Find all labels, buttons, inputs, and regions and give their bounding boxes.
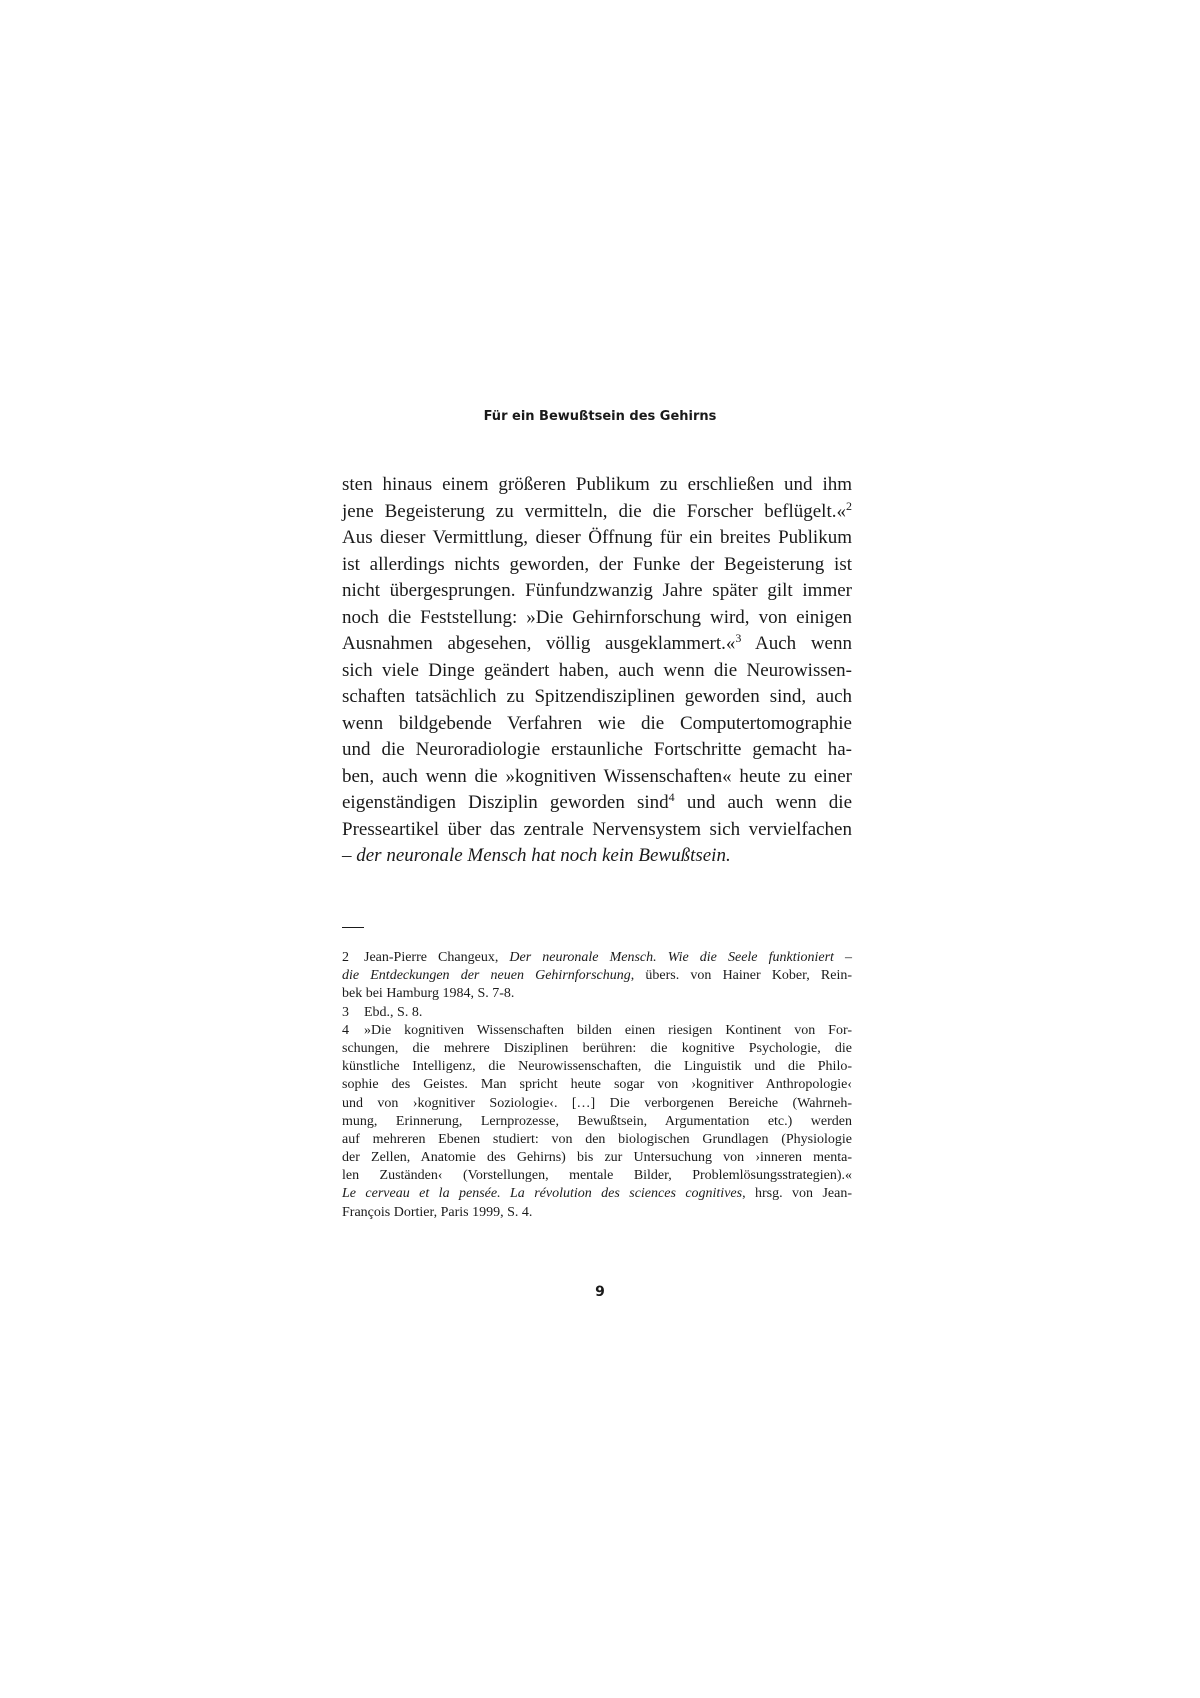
footnote-line: der Zellen, Anatomie des Gehirns) bis zur Untersuchung von ›inneren menta- <box>342 1150 852 1166</box>
running-head: Für ein Bewußtsein des Gehirns <box>483 409 717 424</box>
text-line: wenn bildgebende Verfahren wie die Computertomographie <box>342 712 852 734</box>
footnote-line: auf mehreren Ebenen studiert: von den biologischen Grundlagen (Physiologie <box>342 1131 852 1147</box>
text-segment: und auch wenn die <box>674 792 853 813</box>
text-line <box>342 631 852 658</box>
footnote-line: schungen, die mehrere Disziplinen berühren: die kognitive Psychologie, die <box>342 1040 852 1056</box>
text-line: ist allerdings nichts geworden, der Funke der Begeisterung ist <box>342 553 852 575</box>
footnote-line: bek bei Hamburg 1984, S. 7-8. <box>342 986 515 1002</box>
footnote-separator <box>342 927 364 928</box>
footnote-number: 4 <box>342 1022 349 1038</box>
footnote-ref-2[interactable]: 2 <box>846 498 852 513</box>
footnote-number: 3 <box>342 1004 349 1020</box>
footnote-line: len Zuständen‹ (Vorstellungen, mentale Bilder, Problemlösungsstrategien).« <box>342 1168 852 1184</box>
page-number: 9 <box>595 1284 605 1300</box>
footnote-ref-3[interactable]: 3 <box>735 631 742 645</box>
footnote-line <box>342 1185 852 1203</box>
text-line <box>342 843 852 870</box>
main-text <box>342 472 852 870</box>
footnotes <box>342 949 852 1222</box>
footnote-text: Jean-Pierre Changeux, <box>364 950 510 965</box>
text-segment: Auch wenn <box>741 633 852 654</box>
text-segment: – <box>342 845 357 866</box>
footnote-line <box>342 967 852 985</box>
footnote-line: François Dortier, Paris 1999, S. 4. <box>342 1204 533 1220</box>
footnote-text: , hrsg. von Jean- <box>742 1186 852 1202</box>
footnote-text: »Die kognitiven Wissenschaften bilden einen riesigen Kontinent von For- <box>364 1022 852 1038</box>
text-segment: jene Begeisterung zu vermitteln, die die Forscher beflügelt.« <box>342 500 846 522</box>
footnote-line: mung, Erinnerung, Lernprozesse, Bewußtsein, Argumentation etc.) werden <box>342 1113 852 1129</box>
text-segment: eigenständigen Disziplin geworden sind <box>342 792 669 813</box>
footnote-title: die Entdeckungen der neuen Gehirnforschung <box>342 968 631 984</box>
footnote-2 <box>342 949 852 967</box>
footnote-ref-4[interactable]: 4 <box>668 790 675 804</box>
footnote-text: Ebd., S. 8. <box>364 1004 423 1020</box>
text-line: noch die Feststellung: »Die Gehirnforschung wird, von einigen <box>342 606 852 628</box>
footnote-title: Le cerveau et la pensée. La révolution des sciences cognitives <box>342 1186 743 1202</box>
text-line: Aus dieser Vermittlung, dieser Öffnung für ein breites Publikum <box>342 527 852 548</box>
footnote-text: , übers. von Hainer Kober, Rein- <box>630 968 852 984</box>
footnote-number: 2 <box>342 950 349 965</box>
footnote-line: und von ›kognitiver Soziologie‹. […] Die verborgenen Bereiche (Wahrneh- <box>342 1095 852 1111</box>
text-line: ben, auch wenn die »kognitiven Wissenschaften« heute zu einer <box>342 765 852 787</box>
text-line: schaften tatsächlich zu Spitzendisziplinen geworden sind, auch <box>342 686 852 707</box>
footnote-title: Der neuronale Mensch. Wie die Seele funktioniert – <box>509 950 852 965</box>
text-line: sich viele Dinge geändert haben, auch wenn die Neurowissen- <box>342 659 852 681</box>
footnote-3 <box>342 1004 852 1022</box>
footnote-line: sophie des Geistes. Man spricht heute sogar von ›kognitiver Anthropologie‹ <box>342 1077 852 1093</box>
text-line <box>342 790 852 817</box>
footnote-line: künstliche Intelligenz, die Neurowissenschaften, die Linguistik und die Philo- <box>342 1059 852 1075</box>
text-line: nicht übergesprungen. Fünfundzwanzig Jahre später gilt immer <box>342 580 852 601</box>
footnote-4 <box>342 1022 852 1040</box>
text-line: und die Neuroradiologie erstaunliche Fortschritte gemacht ha- <box>342 739 852 760</box>
text-line <box>342 499 852 526</box>
text-line: Presseartikel über das zentrale Nervensystem sich vervielfachen <box>342 818 852 840</box>
text-line: sten hinaus einem größeren Publikum zu erschließen und ihm <box>342 474 852 495</box>
text-segment: Ausnahmen abgesehen, völlig ausgeklammert.« <box>342 633 736 654</box>
emphasis-text: der neuronale Mensch hat noch kein Bewußtsein. <box>356 845 731 866</box>
